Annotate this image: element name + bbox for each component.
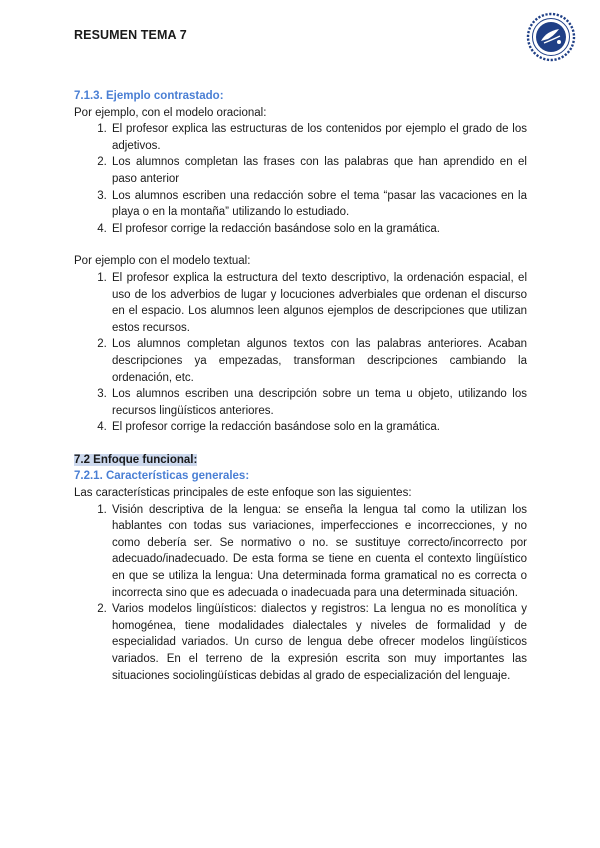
list-modelo-oracional [74, 121, 527, 237]
list-item: 2. Los alumnos completan las frases con las palabras que han aprendido en el paso anterior [110, 154, 527, 187]
list-item: 3. Los alumnos escriben una redacción sobre el tema “pasar las vacaciones en la playa o en la montaña” utilizando lo estudiado. [110, 188, 527, 221]
subheading-caracteristicas-generales: 7.2.1. Características generales: [74, 470, 250, 483]
document-body [74, 88, 527, 684]
list-item: 4. El profesor corrige la redacción basándose solo en la gramática. [110, 419, 527, 436]
list-caracteristicas [74, 502, 527, 685]
list-item: 1. El profesor explica la estructura del texto descriptivo, la ordenación espacial, el uso de los adverbios de lugar y locuciones adverbiales que ordenan el discurso en el espacio. Los alumnos leen algunos ejemplos de descripciones que utilizan estos recursos. [110, 270, 527, 336]
list-item: 1. Visión descriptiva de la lengua: se enseña la lengua tal como la utilizan los hablantes con todas sus variaciones, imperfecciones e incorrecciones, y no como debería ser. Se normativo o no. se sustituye correcto/incorrecto por adecuado/inadecuado. De esta forma se tiene en cuenta el contexto lingüístico en que se utiliza la lengua: Una determinada forma gramatical no es correcta o incorrecta sino que es adecuada o inadecuada para una determinada situación. [110, 502, 527, 602]
list-item: 1. El profesor explica las estructuras de los contenidos por ejemplo el grado de los adjetivos. [110, 121, 527, 154]
intro-modelo-oracional: Por ejemplo, con el modelo oracional: [74, 106, 267, 119]
intro-caracteristicas: Las características principales de este enfoque son las siguientes: [74, 487, 412, 500]
list-item: 2. Los alumnos completan algunos textos con las palabras anteriores. Acaban descripciones ya empezadas, transforman descripciones cambiando la ordenación, etc. [110, 336, 527, 386]
section-heading-enfoque-funcional: 7.2 Enfoque funcional: [74, 453, 198, 466]
list-item: 2. Varios modelos lingüísticos: dialectos y registros: La lengua no es monolítica y homogénea, tiene modalidades dialectales y niveles de formalidad y de especialidad variados. Un curso de lengua debe ofrecer modelos lingüísticos variados. En el terreno de la expresión escrita son muy importantes las situaciones sociolingüísticas debidas al grado de especialización del lenguaje. [110, 601, 527, 684]
list-item: 4. El profesor corrige la redacción basándose solo en la gramática. [110, 221, 527, 238]
list-item: 3. Los alumnos escriben una descripción sobre un tema u objeto, utilizando los recursos lingüísticos anteriores. [110, 386, 527, 419]
section-heading-ejemplo-contrastado: 7.1.3. Ejemplo contrastado: [74, 90, 224, 102]
list-modelo-textual [74, 270, 527, 436]
page-header-title: RESUMEN TEMA 7 [74, 28, 187, 42]
intro-modelo-textual: Por ejemplo con el modelo textual: [74, 255, 251, 268]
university-seal-logo [526, 12, 576, 62]
